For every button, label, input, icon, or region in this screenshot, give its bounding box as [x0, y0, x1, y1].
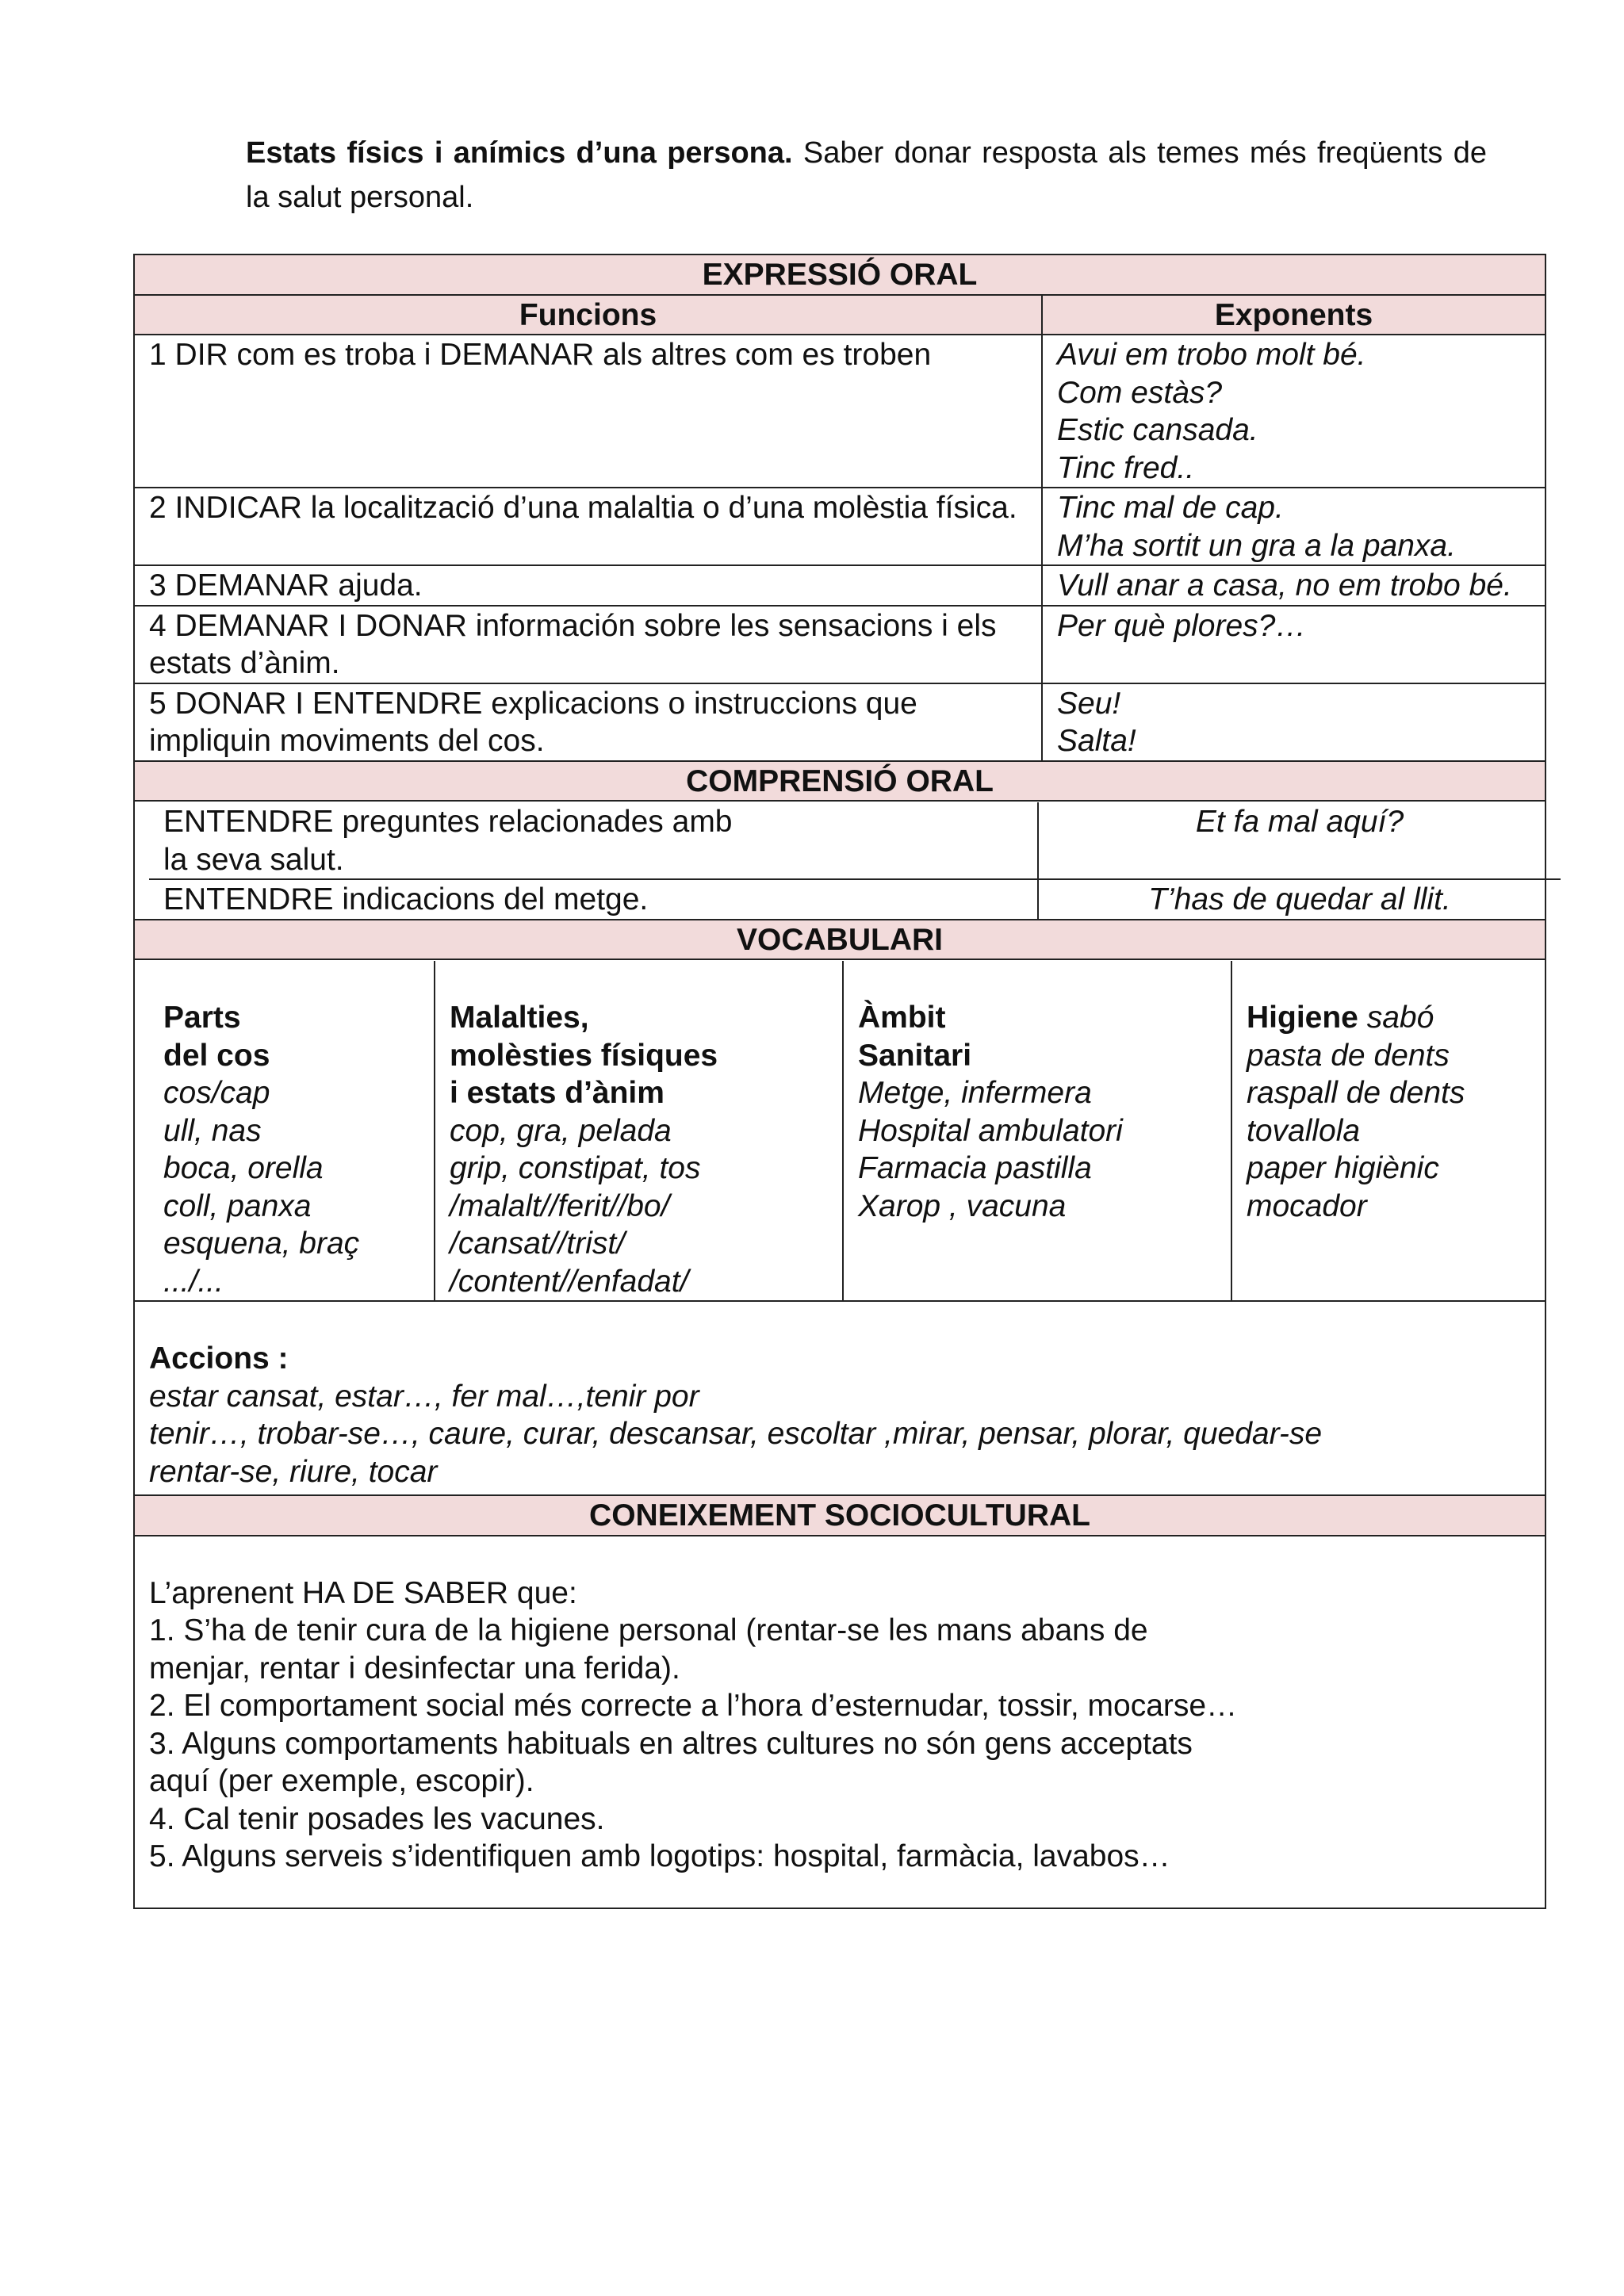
vocab-item: paper higiènic [1247, 1151, 1439, 1185]
vocab-heading: Malalties, [450, 1001, 589, 1035]
table-row [149, 961, 1561, 1300]
vocab-item: cop, gra, pelada [450, 1113, 672, 1148]
table-row [149, 879, 1561, 919]
sociocultural-line: 1. S’ha de tenir cura de la higiene personal (rentar-se les mans abans de [149, 1613, 1148, 1647]
vocab-item: /malalt//ferit//bo/ [450, 1188, 670, 1223]
vocab-column-parts [149, 961, 435, 1300]
vocab-item: tovallola [1247, 1113, 1361, 1148]
exponent-cell [1042, 488, 1545, 565]
accions-line: tenir…, trobar-se…, caure, curar, descansar, escoltar ,mirar, pensar, plorar, quedar-se [149, 1417, 1323, 1451]
exponent-line: Avui em trobo molt bé. [1057, 338, 1366, 372]
exponent-line: Per què plores?… [1057, 608, 1307, 643]
sociocultural-line: menjar, rentar i desinfectar una ferida). [149, 1651, 680, 1686]
intro-text: Saber donar resposta als temes més freqüents de la salut personal. [246, 136, 1488, 214]
vocab-column-higiene [1231, 961, 1561, 1300]
intro-bold: Estats físics i anímics d’una persona. [246, 136, 793, 170]
exponent-line: M’ha sortit un gra a la panxa. [1057, 528, 1456, 563]
column-header-exponents: Exponents [1042, 295, 1545, 335]
vocab-item: cos/cap [163, 1076, 270, 1110]
vocab-item: boca, orella [163, 1151, 324, 1185]
vocab-heading-line [1247, 999, 1546, 1037]
funcio-cell: 1 DIR com es troba i DEMANAR als altres com es troben [134, 335, 1042, 488]
exponent-line: Seu! [1057, 686, 1121, 721]
vocab-item: /cansat//trist/ [450, 1226, 626, 1261]
exponent-cell [1042, 683, 1545, 761]
sociocultural-line: 5. Alguns serveis s’identifiquen amb logotips: hospital, farmàcia, lavabos… [149, 1839, 1170, 1873]
section-header-expressio: EXPRESSIÓ ORAL [134, 254, 1545, 295]
vocab-item: mocador [1247, 1188, 1367, 1223]
vocab-heading: Higiene [1247, 1001, 1358, 1035]
vocab-item: raspall de dents [1247, 1076, 1465, 1110]
exponent-line: Tinc mal de cap. [1057, 491, 1284, 525]
sociocultural-line: 4. Cal tenir posades les vacunes. [149, 1801, 605, 1836]
accions-label: Accions : [149, 1341, 289, 1376]
vocab-column-ambit [843, 961, 1231, 1300]
comprensio-line: ENTENDRE indicacions del metge. [163, 882, 649, 916]
vocab-item: pasta de dents [1247, 1038, 1450, 1073]
accions-line: estar cansat, estar…, fer mal…,tenir por [149, 1379, 699, 1414]
table-row [134, 565, 1545, 606]
sociocultural-cell [134, 1536, 1545, 1908]
column-header-funcions: Funcions [134, 295, 1042, 335]
vocab-heading: Sanitari [858, 1038, 972, 1073]
comprensio-exponent-cell: Et fa mal aquí? [1038, 802, 1561, 879]
table-row [134, 335, 1545, 488]
comprensio-text-cell [149, 802, 1038, 879]
comprensio-exponent-cell: T’has de quedar al llit. [1038, 879, 1561, 919]
sociocultural-intro: L’aprenent HA DE SABER que: [149, 1575, 577, 1610]
vocab-item: ull, nas [163, 1113, 262, 1148]
exponent-line: Vull anar a casa, no em trobo bé. [1057, 568, 1512, 603]
vocab-item: coll, panxa [163, 1188, 312, 1223]
vocab-item: Metge, infermera [858, 1076, 1092, 1110]
table-row [149, 802, 1561, 879]
sociocultural-line: aquí (per exemple, escopir). [149, 1764, 534, 1798]
vocabulari-block [134, 959, 1545, 1301]
vocab-heading: Parts [163, 1001, 241, 1035]
comprensio-table [149, 802, 1561, 919]
table-row [134, 488, 1545, 565]
intro-paragraph [246, 131, 1487, 220]
vocab-item: .../... [163, 1264, 224, 1299]
accions-cell [134, 1301, 1545, 1495]
vocab-item: esquena, braç [163, 1226, 360, 1261]
comprensio-block [134, 801, 1545, 920]
vocab-heading: del cos [163, 1038, 270, 1073]
vocab-heading: molèsties físiques [450, 1038, 718, 1073]
exponent-cell [1042, 335, 1545, 488]
vocab-item: Farmacia pastilla [858, 1151, 1092, 1185]
comprensio-line: la seva salut. [163, 842, 344, 877]
table-row [134, 606, 1545, 683]
exponent-cell [1042, 565, 1545, 606]
comprensio-line: ENTENDRE preguntes relacionades amb [163, 805, 733, 839]
comprensio-text-cell [149, 879, 1038, 919]
vocab-heading: Àmbit [858, 1001, 946, 1035]
exponent-line: Com estàs? [1057, 375, 1223, 410]
vocab-item: /content//enfadat/ [450, 1264, 689, 1299]
vocab-heading: i estats d’ànim [450, 1076, 665, 1110]
section-header-comprensio: COMPRENSIÓ ORAL [134, 761, 1545, 802]
vocab-item: sabó [1366, 1001, 1434, 1035]
vocab-column-malalties [435, 961, 843, 1300]
table-row [134, 683, 1545, 761]
sociocultural-line: 2. El comportament social més correcte a l’hora d’esternudar, tossir, mocarse… [149, 1689, 1238, 1723]
vocab-item: grip, constipat, tos [450, 1151, 701, 1185]
section-header-vocabulari: VOCABULARI [134, 920, 1545, 960]
funcio-cell: 5 DONAR I ENTENDRE explicacions o instruccions que impliquin moviments del cos. [134, 683, 1042, 761]
sociocultural-line: 3. Alguns comportaments habituals en altres cultures no són gens acceptats [149, 1726, 1193, 1761]
exponent-line: Salta! [1057, 724, 1136, 758]
funcio-cell: 3 DEMANAR ajuda. [134, 565, 1042, 606]
accions-line: rentar-se, riure, tocar [149, 1454, 438, 1489]
vocab-item: Hospital ambulatori [858, 1113, 1123, 1148]
content-table [133, 254, 1546, 1909]
vocabulari-table [149, 961, 1561, 1300]
exponent-line: Estic cansada. [1057, 413, 1258, 447]
exponent-cell [1042, 606, 1545, 683]
exponent-line: Tinc fred.. [1057, 450, 1195, 485]
section-header-sociocultural: CONEIXEMENT SOCIOCULTURAL [134, 1495, 1545, 1536]
funcio-cell: 2 INDICAR la localització d’una malaltia o d’una molèstia física. [134, 488, 1042, 565]
vocab-item: Xarop , vacuna [858, 1188, 1067, 1223]
funcio-cell: 4 DEMANAR I DONAR información sobre les sensacions i els estats d’ànim. [134, 606, 1042, 683]
